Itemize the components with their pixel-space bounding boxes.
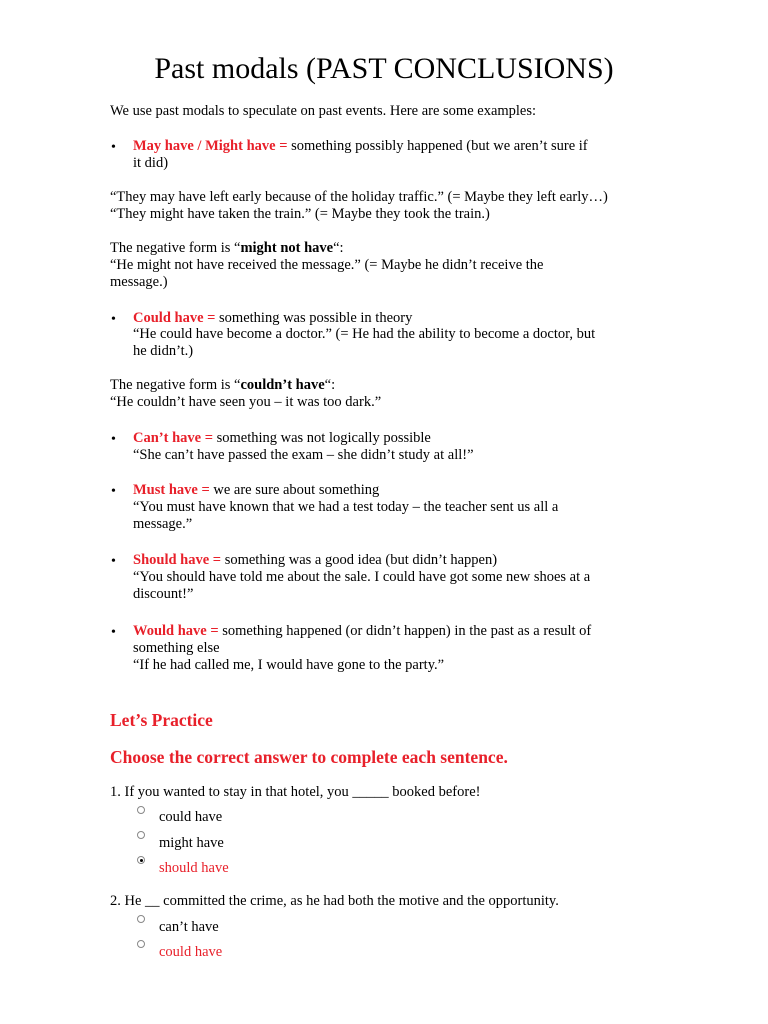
question-1-option-1-radio[interactable] <box>137 806 145 814</box>
question-2-option-2-label[interactable]: could have <box>159 944 223 960</box>
example-should-have-cont: discount!” <box>133 586 194 602</box>
practice-instruction: Choose the correct answer to complete each sentence. <box>110 747 508 767</box>
cant-have-line <box>133 430 431 447</box>
question-1-option-1-label[interactable]: could have <box>159 809 223 825</box>
example-cant-have: “She can’t have passed the exam – she didn’t study at all!” <box>133 447 474 463</box>
negative-suffix: “: <box>324 377 336 393</box>
should-have-desc: something was a good idea (but didn’t happen) <box>221 552 498 568</box>
example-would-have: “If he had called me, I would have gone to the party.” <box>133 657 445 673</box>
question-1-text: 1. If you wanted to stay in that hotel, you _____ booked before! <box>110 784 481 800</box>
may-might-have-desc-cont: it did) <box>133 155 169 171</box>
negative-suffix: “: <box>333 240 344 256</box>
would-have-desc: something happened (or didn’t happen) in the past as a result of <box>218 623 592 639</box>
question-1-option-2-label[interactable]: might have <box>159 835 224 851</box>
question-2-option-1-label[interactable]: can’t have <box>159 919 219 935</box>
example-could-have: “He could have become a doctor.” (= He had the ability to become a doctor, but <box>133 326 596 342</box>
may-might-have-term: May have / Might have = <box>133 138 288 154</box>
question-2-option-2-radio[interactable] <box>137 940 145 948</box>
bullet-3: • <box>111 432 116 447</box>
question-1-option-2-radio[interactable] <box>137 831 145 839</box>
practice-heading: Let’s Practice <box>110 710 213 730</box>
could-have-desc: something was possible in theory <box>215 310 413 326</box>
bullet-1: • <box>111 140 116 155</box>
question-1-option-3-label[interactable]: should have <box>159 860 229 876</box>
negative-example-2: “He couldn’t have seen you – it was too dark.” <box>110 394 382 410</box>
bullet-6: • <box>111 625 116 640</box>
bullet-5: • <box>111 554 116 569</box>
may-might-have-line <box>133 138 588 155</box>
cant-have-desc: something was not logically possible <box>212 430 431 446</box>
may-might-have-desc: something possibly happened (but we aren’t sure if <box>287 138 588 154</box>
question-1-option-3-radio[interactable] <box>137 856 145 864</box>
negative-prefix: The negative form is “ <box>110 240 241 256</box>
should-have-term: Should have = <box>133 552 222 568</box>
page-title: Past modals (PAST CONCLUSIONS) <box>154 52 614 85</box>
bullet-4: • <box>111 484 116 499</box>
could-have-line <box>133 310 412 327</box>
should-have-line <box>133 552 497 569</box>
example-might-have: “They might have taken the train.” (= Maybe they took the train.) <box>110 206 490 222</box>
negative-form-line-2 <box>110 377 335 394</box>
bullet-2: • <box>111 312 116 327</box>
negative-term: couldn’t have <box>240 377 325 393</box>
negative-example-1: “He might not have received the message.” (= Maybe he didn’t receive the <box>110 257 544 273</box>
negative-form-line-1 <box>110 240 344 257</box>
example-could-have-cont: he didn’t.) <box>133 343 194 359</box>
must-have-line <box>133 482 379 499</box>
question-2-text: 2. He __ committed the crime, as he had both the motive and the opportunity. <box>110 893 559 909</box>
would-have-term: Would have = <box>133 623 219 639</box>
cant-have-term: Can’t have = <box>133 430 213 446</box>
would-have-desc-cont: something else <box>133 640 220 656</box>
must-have-term: Must have = <box>133 482 210 498</box>
intro-text: We use past modals to speculate on past events. Here are some examples: <box>110 103 537 119</box>
question-2-option-1-radio[interactable] <box>137 915 145 923</box>
would-have-line <box>133 623 591 640</box>
negative-example-1-cont: message.) <box>110 274 168 290</box>
negative-prefix: The negative form is “ <box>110 377 241 393</box>
example-should-have: “You should have told me about the sale. I could have got some new shoes at a <box>133 569 591 585</box>
must-have-desc: we are sure about something <box>209 482 380 498</box>
example-must-have-cont: message.” <box>133 516 193 532</box>
example-may-have: “They may have left early because of the holiday traffic.” (= Maybe they left early…) <box>110 189 608 205</box>
could-have-term: Could have = <box>133 310 216 326</box>
negative-term: might not have <box>240 240 334 256</box>
example-must-have: “You must have known that we had a test today – the teacher sent us all a <box>133 499 559 515</box>
